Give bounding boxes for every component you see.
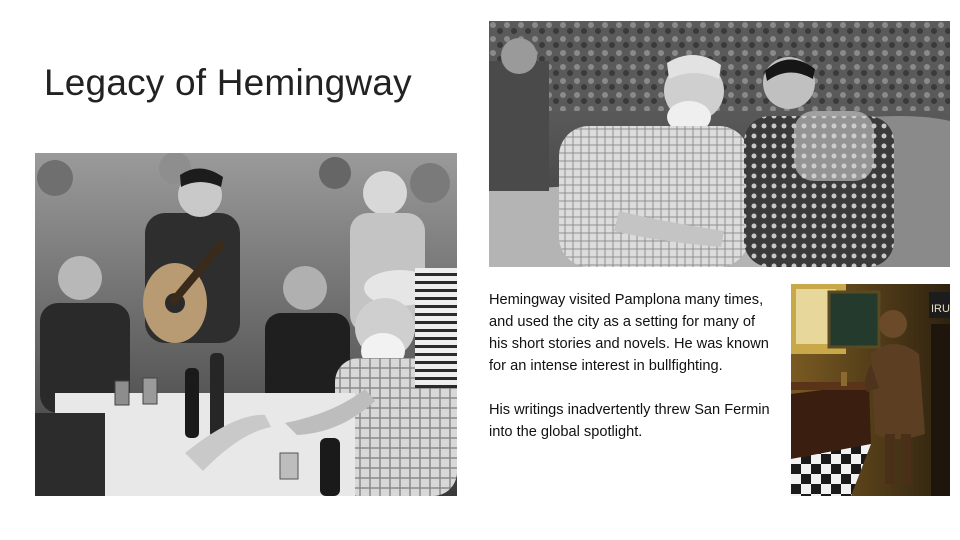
slide-title: Legacy of Hemingway <box>44 62 412 103</box>
bar-statue-photo <box>791 284 950 496</box>
cafe-group-image <box>35 153 457 496</box>
bar-statue-image <box>791 284 950 496</box>
body-text <box>489 289 774 465</box>
paragraph-pamplona: Hemingway visited Pamplona many times, and used the city as a setting for many of his short stories and novels. He was known for an intense interest in bullfighting. <box>489 292 769 374</box>
paragraph-san-fermin: His writings inadvertently threw San Fermin into the global spotlight. <box>489 402 770 440</box>
bullring-image <box>489 21 950 267</box>
cafe-group-photo <box>35 153 457 496</box>
bullring-photo <box>489 21 950 267</box>
bar-sign-text: IRU <box>931 303 950 315</box>
